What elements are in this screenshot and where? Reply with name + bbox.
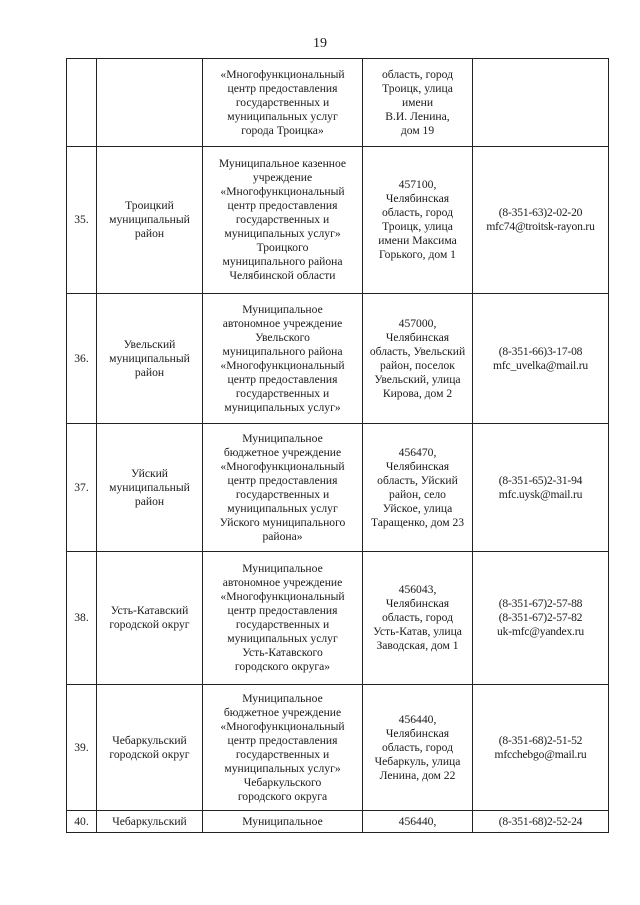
- organization-line: государственных и: [235, 213, 330, 226]
- address-line: Усть-Катав, улица: [373, 625, 462, 638]
- address-line: 457100,: [398, 178, 437, 191]
- address-line: Кирова, дом 2: [382, 386, 453, 400]
- address-line: Челябинская: [385, 330, 450, 344]
- organization-line: автономное учреждение: [222, 576, 343, 589]
- municipality-cell: [97, 552, 203, 685]
- address-line: имени: [401, 95, 434, 109]
- contacts-cell: [473, 294, 609, 424]
- municipality-line: Чебаркульский: [112, 733, 187, 747]
- contact-line: (8-351-68)2-52-24: [498, 814, 583, 828]
- organization-cell: [203, 424, 363, 552]
- address-line: область, город: [381, 206, 454, 219]
- organization-line: муниципальных услуг»: [224, 227, 341, 240]
- address-line: имени Максима: [378, 234, 457, 247]
- municipality-cell: [97, 811, 203, 833]
- organization-line: Муниципальное: [242, 302, 323, 316]
- address-line: Троицк, улица: [382, 81, 453, 95]
- address-cell: [363, 685, 473, 811]
- table-row: [67, 424, 609, 552]
- organization-line: Муниципальное: [242, 691, 323, 705]
- organization-line: городского округа: [237, 789, 328, 803]
- address-line: 456470,: [398, 445, 437, 459]
- organization-cell: [203, 552, 363, 685]
- municipality-line: Усть-Катавский: [110, 604, 189, 617]
- address-line: 456440,: [398, 712, 437, 726]
- table-row: [67, 552, 609, 685]
- address-line: Ленина, дом 22: [379, 768, 456, 782]
- organization-line: муниципальных услуг: [227, 109, 338, 123]
- page-number: 19: [313, 36, 327, 51]
- organization-cell: [203, 294, 363, 424]
- organization-line: центр предоставления: [227, 473, 338, 487]
- organization-line: бюджетное учреждение: [223, 705, 342, 719]
- address-line: район, поселок: [380, 358, 455, 372]
- municipality-line: район: [134, 227, 165, 240]
- address-line: район, село: [389, 487, 446, 501]
- table-row: [67, 59, 609, 147]
- municipality-line: Увельский: [123, 337, 176, 351]
- organization-line: Челябинской области: [229, 269, 336, 282]
- address-line: Чебаркуль, улица: [374, 754, 461, 768]
- address-cell: [363, 552, 473, 685]
- organization-line: муниципальных услуг: [227, 501, 338, 515]
- contacts-cell: [473, 59, 609, 147]
- organization-line: центр предоставления: [227, 81, 338, 95]
- table-row: [67, 685, 609, 811]
- contact-line: (8-351-65)2-31-94: [498, 473, 583, 487]
- municipality-cell: [97, 59, 203, 147]
- organization-line: Муниципальное казенное: [218, 157, 347, 170]
- address-line: область, город: [381, 67, 454, 81]
- address-line: область, Уйский: [377, 473, 458, 487]
- address-line: Челябинская: [385, 459, 450, 473]
- municipality-line: Троицкий: [125, 199, 174, 212]
- address-cell: [363, 59, 473, 147]
- organization-line: государственных и: [235, 386, 330, 400]
- organization-line: Уйского муниципального: [219, 515, 346, 529]
- contact-line: (8-351-66)3-17-08: [498, 344, 583, 358]
- organization-line: Муниципальное: [242, 814, 323, 828]
- organization-line: городского округа»: [234, 660, 331, 673]
- address-line: Челябинская: [385, 597, 450, 610]
- contacts-cell: [473, 147, 609, 294]
- address-line: Увельский, улица: [374, 372, 461, 386]
- address-line: область, город: [381, 611, 454, 624]
- municipality-cell: [97, 685, 203, 811]
- address-line: дом 19: [400, 123, 435, 137]
- contact-line: (8-351-68)2-51-52: [498, 733, 583, 747]
- address-line: Челябинская: [385, 726, 450, 740]
- address-line: Уйское, улица: [382, 501, 453, 515]
- address-line: 456043,: [398, 583, 437, 596]
- organization-line: муниципальных услуг»: [224, 761, 341, 775]
- municipality-line: городской округ: [109, 747, 190, 761]
- organization-line: государственных и: [235, 95, 330, 109]
- contact-line: mfcchebgo@mail.ru: [494, 747, 587, 761]
- organization-line: бюджетное учреждение: [223, 445, 342, 459]
- contact-line: mfc74@troitsk-rayon.ru: [486, 220, 595, 233]
- contact-line: mfc_uvelka@mail.ru: [493, 358, 588, 372]
- organization-line: центр предоставления: [227, 372, 338, 386]
- address-cell: [363, 424, 473, 552]
- organization-line: «Многофункциональный: [220, 67, 345, 81]
- address-line: Челябинская: [385, 192, 450, 205]
- organization-line: центр предоставления: [227, 604, 338, 617]
- address-cell: [363, 811, 473, 833]
- contact-line: (8-351-67)2-57-88: [498, 597, 583, 610]
- municipality-line: район: [134, 494, 165, 508]
- municipality-cell: [97, 147, 203, 294]
- organization-line: «Многофункциональный: [220, 590, 345, 603]
- row-number: 35.: [67, 147, 97, 294]
- address-line: 457000,: [398, 316, 437, 330]
- organization-cell: [203, 685, 363, 811]
- organization-line: Муниципальное: [242, 431, 323, 445]
- organization-line: «Многофункциональный: [220, 719, 345, 733]
- row-number: 38.: [67, 552, 97, 685]
- contacts-cell: [473, 424, 609, 552]
- organization-line: муниципального района: [222, 344, 343, 358]
- table-row: [67, 294, 609, 424]
- organization-line: муниципальных услуг»: [224, 400, 341, 414]
- contact-line: (8-351-67)2-57-82: [498, 611, 583, 624]
- organization-cell: [203, 147, 363, 294]
- organization-line: государственных и: [235, 618, 330, 631]
- organization-line: «Многофункциональный: [220, 358, 345, 372]
- organization-line: учреждение: [252, 171, 313, 184]
- contacts-cell: [473, 685, 609, 811]
- organization-line: государственных и: [235, 487, 330, 501]
- row-number: 37.: [67, 424, 97, 552]
- organization-cell: [203, 59, 363, 147]
- organization-line: государственных и: [235, 747, 330, 761]
- contact-line: (8-351-63)2-02-20: [498, 206, 583, 219]
- table-row: [67, 147, 609, 294]
- address-line: Заводская, дом 1: [376, 639, 459, 652]
- address-cell: [363, 294, 473, 424]
- municipality-line: муниципальный: [109, 351, 190, 365]
- organization-line: Усть-Катавского: [242, 646, 323, 659]
- organization-line: района»: [262, 529, 303, 543]
- organization-line: Троицкого: [256, 241, 309, 254]
- address-line: Таращенко, дом 23: [370, 515, 465, 529]
- organization-line: города Троицка»: [241, 123, 324, 137]
- address-line: Горького, дом 1: [379, 248, 456, 261]
- municipality-cell: [97, 294, 203, 424]
- organization-cell: [203, 811, 363, 833]
- table-body: [67, 59, 609, 833]
- address-line: В.И. Ленина,: [385, 109, 450, 123]
- address-line: область, город: [381, 740, 454, 754]
- organization-line: центр предоставления: [227, 199, 338, 212]
- organization-line: «Многофункциональный: [220, 459, 345, 473]
- organization-line: автономное учреждение: [222, 316, 343, 330]
- municipality-line: Уйский: [130, 466, 169, 480]
- row-number: [67, 59, 97, 147]
- organization-line: Увельского: [255, 330, 310, 344]
- municipality-line: городской округ: [109, 618, 190, 631]
- contact-line: uk-mfc@yandex.ru: [497, 625, 584, 638]
- organization-line: муниципального района: [222, 255, 343, 268]
- municipality-line: Чебаркульский: [112, 814, 187, 828]
- organization-line: центр предоставления: [227, 733, 338, 747]
- municipality-line: муниципальный: [109, 213, 190, 226]
- organization-line: Чебаркульского: [243, 775, 322, 789]
- contacts-cell: [473, 811, 609, 833]
- table-row: [67, 811, 609, 833]
- row-number: 40.: [67, 811, 97, 833]
- mfc-registry-table: [66, 58, 609, 833]
- contacts-cell: [473, 552, 609, 685]
- row-number: 39.: [67, 685, 97, 811]
- municipality-cell: [97, 424, 203, 552]
- address-line: Троицк, улица: [382, 220, 453, 233]
- address-line: 456440,: [398, 814, 437, 828]
- row-number: 36.: [67, 294, 97, 424]
- contact-line: mfc.uysk@mail.ru: [498, 487, 583, 501]
- municipality-line: район: [134, 365, 165, 379]
- address-line: область, Увельский: [369, 344, 466, 358]
- organization-line: муниципальных услуг: [227, 632, 338, 645]
- municipality-line: муниципальный: [109, 480, 190, 494]
- address-cell: [363, 147, 473, 294]
- organization-line: Муниципальное: [242, 562, 323, 575]
- organization-line: «Многофункциональный: [220, 185, 345, 198]
